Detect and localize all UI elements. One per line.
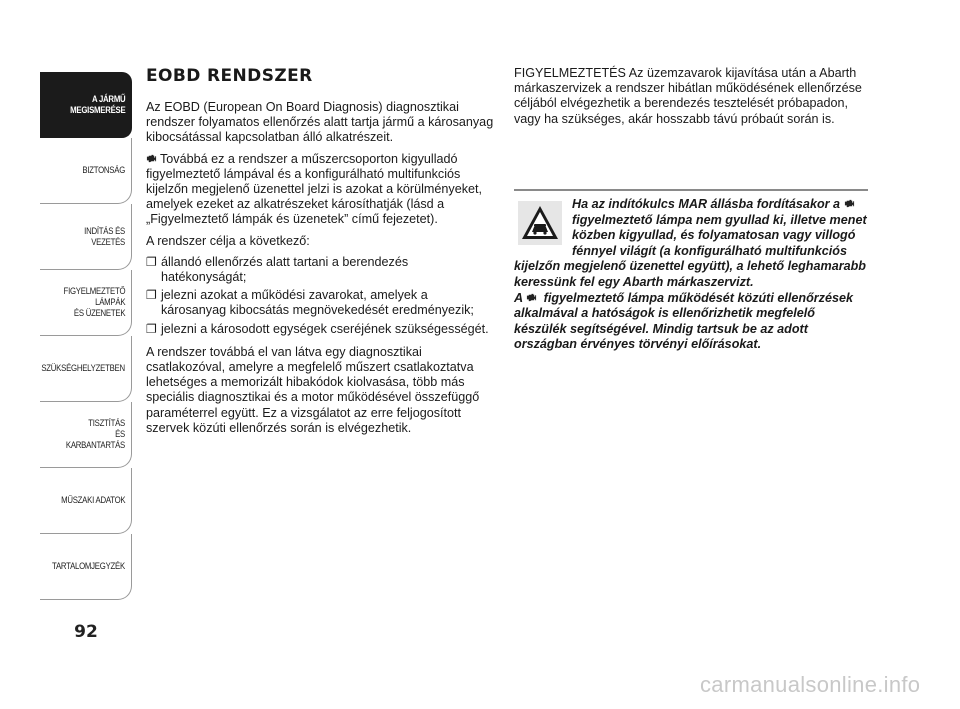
tab-szukseghelyzetben[interactable] <box>40 336 132 402</box>
tab-tisztitas-es-karbantartas[interactable] <box>40 402 132 468</box>
tab-tartalomjegyzek[interactable] <box>40 534 132 600</box>
tab-inditas-es-vezetes[interactable] <box>40 204 132 270</box>
page-number: 92 <box>74 622 98 642</box>
tab-label: FIGYELMEZTETŐ LÁMPÁK ÉS ÜZENETEK <box>63 286 125 319</box>
engine-check-icon <box>844 198 855 209</box>
warning-triangle-icon <box>518 201 562 245</box>
warning-text <box>514 197 868 353</box>
tab-muszaki-adatok[interactable] <box>40 468 132 534</box>
tab-label: TARTALOMJEGYZÉK <box>52 561 125 572</box>
warning-box <box>514 189 868 353</box>
left-column <box>146 66 496 442</box>
watermark: carmanualsonline.info <box>700 672 921 697</box>
tab-figyelmezteto-lampak[interactable] <box>40 270 132 336</box>
tab-label: SZÜKSÉGHELYZETBEN <box>41 363 125 374</box>
function-paragraph-text: Továbbá ez a rendszer a műszercsoporton kigyulladó figyelmeztető lámpával és a konfigurálható multifunkciós kijelzőn megjelenő üzenettel jelzi is azokat a körülményeket, amelyek ezeket az alkatrészeket károsíthatják (lásd a „Figyelmeztető lámpák és üzenetek” című fejezetet). <box>146 151 483 227</box>
note-paragraph: FIGYELMEZTETÉS Az üzemzavarok kijavítása után a Abarth márkaszervizek a rendszer hibátlan működésének ellenőrzése céljából elvégezhetik a berendezés tesztelését próbapadon, vagy ha szükséges, akár hosszabb távú próbaút során is. <box>514 66 862 126</box>
list-item-text: jelezni azokat a működési zavarokat, amelyek a károsanyag kibocsátás megnövekedését eredményezik; <box>161 288 474 318</box>
purpose-lead: A rendszer célja a következő: <box>146 233 310 248</box>
warning-text-c: A <box>514 290 523 305</box>
tab-label: INDÍTÁS ÉS VEZETÉS <box>84 225 125 248</box>
warning-text-a: Ha az indítókulcs MAR állásba fordításakor a <box>572 197 841 211</box>
list-item <box>146 322 496 337</box>
tab-biztonsag[interactable] <box>40 138 132 204</box>
intro-paragraph: Az EOBD (European On Board Diagnosis) diagnosztikai rendszer folyamatos ellenőrzés alatt tartja jármű a károsanyag kibocsátással kapcsolatban álló alkatrészeit. <box>146 100 494 145</box>
chapter-tabs <box>40 72 132 600</box>
engine-check-icon <box>146 153 157 164</box>
right-column <box>514 66 870 133</box>
checkbox-bullet-icon: ❐ <box>146 254 157 269</box>
warning-text-d: figyelmeztető lámpa működését közúti ellenőrzések alkalmával a hatóságok is ellenőrizhetik megfelelő készülék segítségével. Mindig tartsuk be az adott országban érvényes törvényi előírásokat. <box>514 290 853 352</box>
list-item <box>146 288 496 318</box>
checkbox-bullet-icon: ❐ <box>146 288 157 303</box>
tab-label: BIZTONSÁG <box>82 165 125 176</box>
tab-label: MŰSZAKI ADATOK <box>60 495 125 506</box>
engine-check-icon <box>526 292 537 303</box>
checkbox-bullet-icon: ❐ <box>146 321 157 336</box>
tab-label: A JÁRMŰ MEGISMERÉSE <box>69 93 125 116</box>
warning-text-b: figyelmeztető lámpa nem gyullad ki, illetve menet közben kigyullad, és folyamatosan vagy villogó fénnyel világít (a konfigurálható multifunkciós kijelzőn megjelenő üzenettel együtt), a lehető leghamarabb keressünk fel egy Abarth márkaszervizt. <box>514 212 867 289</box>
connector-paragraph: A rendszer továbbá el van látva egy diagnosztikai csatlakozóval, amelyre a megfelelő műszert csatlakoztatva lehetséges a memorizált hibakódok kiolvasása, több más speciális diagnosztikai és a motor működésével összefüggő paraméterrel együtt. Ez a vizsgálatot az erre feljogosított szervek közúti ellenőrzés során is elvégezhetik. <box>146 344 480 435</box>
tab-a-jarmu-megismerese[interactable] <box>40 72 132 138</box>
section-title: EOBD RENDSZER <box>146 66 313 86</box>
list-item-text: jelezni a károsodott egységek cseréjének szükségességét. <box>161 321 489 336</box>
tab-label: TISZTÍTÁS ÉS KARBANTARTÁS <box>65 418 125 451</box>
purpose-list <box>146 255 496 337</box>
function-paragraph <box>146 152 496 228</box>
list-item-text: állandó ellenőrzés alatt tartani a berendezés hatékonyságát; <box>161 254 409 285</box>
list-item <box>146 255 496 285</box>
